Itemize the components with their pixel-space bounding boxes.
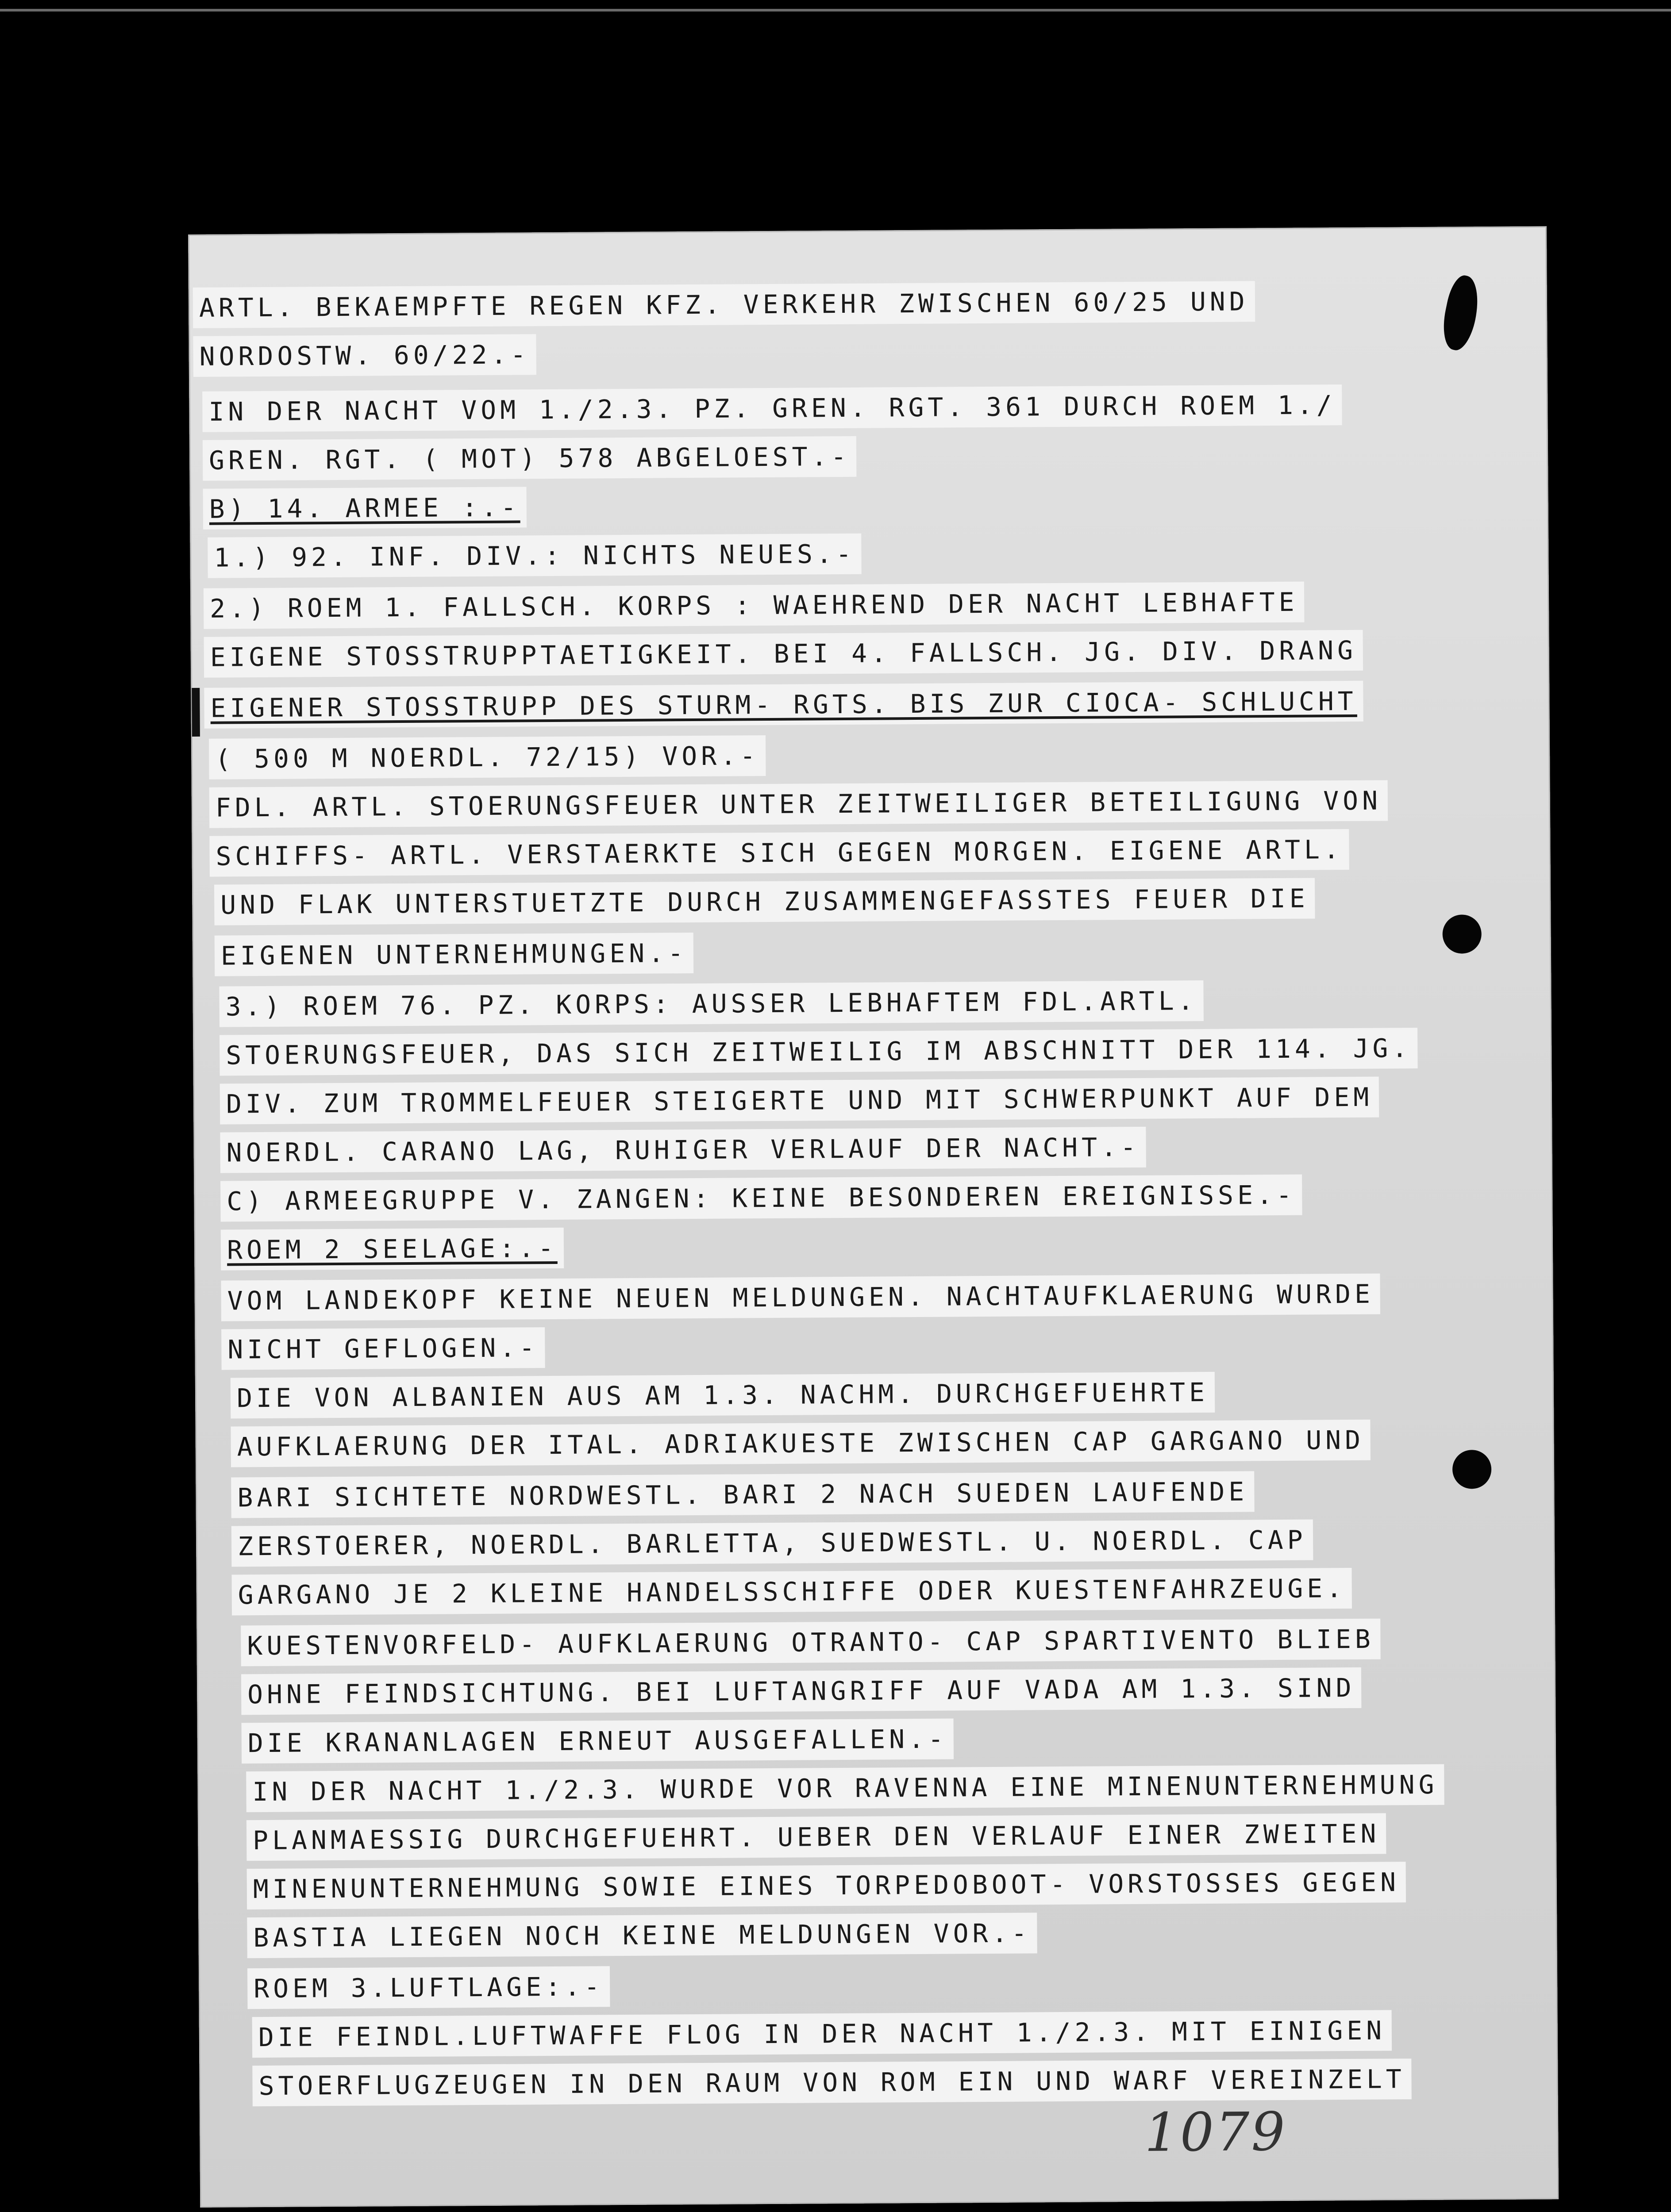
folio-number: 1079 (1144, 2101, 1287, 2164)
text-line: NICHT GEFLOGEN.- (221, 1327, 545, 1370)
text-line: GREN. RGT. ( MOT) 578 ABGELOEST.- (203, 436, 857, 481)
text-line: ( 500 M NOERDL. 72/15) VOR.- (209, 735, 766, 780)
text-line: 2.) ROEM 1. FALLSCH. KORPS : WAEHREND DER NACHT LEBHAFTE (204, 582, 1305, 629)
text-line: EIGENE STOSSTRUPPTAETIGKEIT. BEI 4. FALLSCH. JG. DIV. DRANG (204, 630, 1363, 678)
text-line: KUESTENVORFELD- AUFKLAERUNG OTRANTO- CAP SPARTIVENTO BLIEB (241, 1619, 1381, 1667)
text-line: BARI SICHTETE NORDWESTL. BARI 2 NACH SUEDEN LAUFENDE (231, 1471, 1254, 1518)
text-line: BASTIA LIEGEN NOCH KEINE MELDUNGEN VOR.- (247, 1912, 1037, 1958)
text-line: UND FLAK UNTERSTUETZTE DURCH ZUSAMMENGEFASSTES FEUER DIE (214, 878, 1315, 925)
scan-border (0, 9, 1671, 12)
text-line: DIE KRANANLAGEN ERNEUT AUSGEFALLEN.- (242, 1718, 954, 1763)
text-line: ROEM 3.LUFTLAGE:.- (247, 1966, 610, 2009)
text-line: ROEM 2 SEELAGE:.- (221, 1228, 564, 1271)
text-line: MINENUNTERNEHMUNG SOWIE EINES TORPEDOBOOT- VORSTOSSES GEGEN (247, 1862, 1406, 1909)
punch-hole (1452, 1450, 1492, 1489)
text-line: IN DER NACHT VOM 1./2.3. PZ. GREN. RGT. 361 DURCH ROEM 1./ (202, 384, 1342, 432)
text-line: 1.) 92. INF. DIV.: NICHTS NEUES.- (208, 534, 862, 578)
text-line: 3.) ROEM 76. PZ. KORPS: AUSSER LEBHAFTEM FDL.ARTL. (219, 980, 1203, 1027)
text-line: DIE VON ALBANIEN AUS AM 1.3. NACHM. DURCHGEFUEHRTE (231, 1372, 1215, 1419)
text-line: IN DER NACHT 1./2.3. WURDE VOR RAVENNA EINE MINENUNTERNEHMUNG (246, 1764, 1444, 1813)
text-line: DIE FEINDL.LUFTWAFFE FLOG IN DER NACHT 1./2.3. MIT EINIGEN (252, 2010, 1392, 2058)
text-line: GARGANO JE 2 KLEINE HANDELSSCHIFFE ODER KUESTENFAHRZEUGE. (232, 1568, 1352, 1615)
teletype-text-block (188, 226, 1559, 2208)
text-line: OHNE FEINDSICHTUNG. BEI LUFTANGRIFF AUF VADA AM 1.3. SIND (241, 1667, 1362, 1715)
text-line: ZERSTOERER, NOERDL. BARLETTA, SUEDWESTL. U. NOERDL. CAP (231, 1520, 1313, 1567)
margin-mark (192, 688, 200, 737)
text-line: B) 14. ARMEE :.- (203, 487, 527, 529)
text-line: C) ARMEEGRUPPE V. ZANGEN: KEINE BESONDEREN EREIGNISSE.- (220, 1175, 1302, 1222)
text-line: FDL. ARTL. STOERUNGSFEUER UNTER ZEITWEILIGER BETEILIGUNG VON (209, 780, 1388, 828)
text-line: DIV. ZUM TROMMELFEUER STEIGERTE UND MIT SCHWERPUNKT AUF DEM (220, 1077, 1379, 1125)
text-line: AUFKLAERUNG DER ITAL. ADRIAKUESTE ZWISCHEN CAP GARGANO UND (231, 1420, 1371, 1467)
text-line: EIGENER STOSSTRUPP DES STURM- RGTS. BIS ZUR CIOCA- SCHLUCHT (204, 681, 1363, 729)
text-line: STOERUNGSFEUER, DAS SICH ZEITWEILIG IM ABSCHNITT DER 114. JG. (219, 1028, 1418, 1076)
text-line: NOERDL. CARANO LAG, RUHIGER VERLAUF DER NACHT.- (220, 1127, 1146, 1173)
text-line: EIGENEN UNTERNEHMUNGEN.- (215, 933, 694, 976)
text-line: SCHIFFS- ARTL. VERSTAERKTE SICH GEGEN MORGEN. EIGENE ARTL. (209, 829, 1349, 877)
text-line: STOERFLUGZEUGEN IN DEN RAUM VON ROM EIN UND WARF VEREINZELT (252, 2058, 1412, 2106)
text-line: ARTL. BEKAEMPFTE REGEN KFZ. VERKEHR ZWISCHEN 60/25 UND (193, 281, 1255, 328)
document-page (188, 226, 1559, 2208)
punch-hole (1442, 914, 1482, 954)
text-line: VOM LANDEKOPF KEINE NEUEN MELDUNGEN. NACHTAUFKLAERUNG WURDE (221, 1274, 1380, 1321)
text-line: NORDOSTW. 60/22.- (193, 334, 536, 377)
text-line: PLANMAESSIG DURCHGEFUEHRT. UEBER DEN VERLAUF EINER ZWEITEN (246, 1813, 1386, 1861)
